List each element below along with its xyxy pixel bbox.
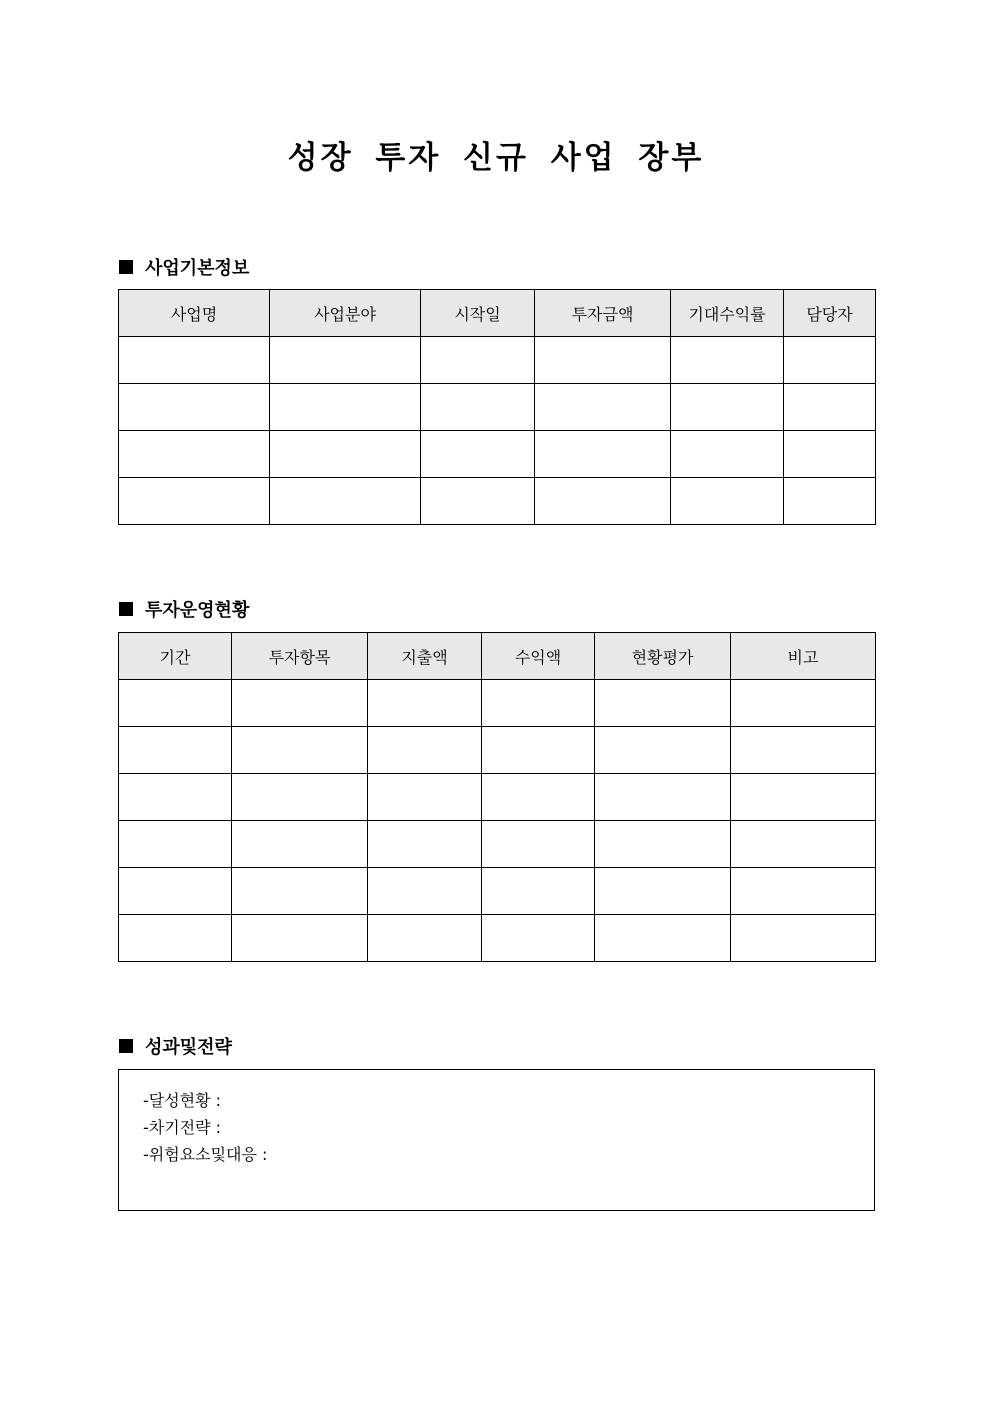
section-heading-label: 사업기본정보: [145, 258, 250, 279]
section-heading-business-info: [119, 254, 249, 280]
table-row: [119, 337, 876, 384]
column-header: 기간: [119, 633, 232, 680]
table-row: [119, 478, 876, 525]
table-cell[interactable]: [535, 384, 671, 431]
table-cell[interactable]: [731, 868, 876, 915]
table-cell[interactable]: [270, 478, 421, 525]
document-title: 성장 투자 신규 사업 장부: [287, 140, 705, 176]
column-header: 지출액: [368, 633, 482, 680]
section-heading-label: 성과및전략: [145, 1037, 232, 1058]
table-cell[interactable]: [731, 774, 876, 821]
table-cell[interactable]: [368, 821, 482, 868]
column-header: 현황평가: [595, 633, 731, 680]
table-cell[interactable]: [270, 431, 421, 478]
square-bullet-icon: [119, 602, 133, 616]
table-cell[interactable]: [595, 868, 731, 915]
table-cell[interactable]: [368, 774, 482, 821]
table-cell[interactable]: [595, 727, 731, 774]
column-header: 투자금액: [535, 290, 671, 337]
table-row: [119, 915, 876, 962]
table-row: [119, 821, 876, 868]
investment-status-table: [118, 632, 876, 962]
next-strategy-line: -차기전략 :: [143, 1118, 222, 1137]
table-cell[interactable]: [119, 478, 270, 525]
performance-strategy-box[interactable]: [118, 1069, 875, 1211]
table-cell[interactable]: [731, 915, 876, 962]
table-cell[interactable]: [535, 478, 671, 525]
section-heading-investment-status: [119, 596, 249, 622]
table-row: [119, 868, 876, 915]
column-header: 비고: [731, 633, 876, 680]
table-cell[interactable]: [482, 680, 595, 727]
table-row: [119, 774, 876, 821]
achievement-status-line: -달성현황 :: [143, 1091, 222, 1110]
square-bullet-icon: [119, 260, 133, 274]
table-cell[interactable]: [368, 727, 482, 774]
table-cell[interactable]: [232, 774, 368, 821]
table-header-row: [119, 290, 876, 337]
table-cell[interactable]: [421, 478, 535, 525]
table-cell[interactable]: [671, 478, 784, 525]
table-cell[interactable]: [784, 384, 876, 431]
column-header: 투자항목: [232, 633, 368, 680]
table-cell[interactable]: [535, 431, 671, 478]
table-cell[interactable]: [731, 821, 876, 868]
table-cell[interactable]: [368, 915, 482, 962]
table-cell[interactable]: [784, 431, 876, 478]
table-cell[interactable]: [270, 337, 421, 384]
table-cell[interactable]: [482, 868, 595, 915]
table-cell[interactable]: [731, 727, 876, 774]
table-cell[interactable]: [232, 821, 368, 868]
table-cell[interactable]: [232, 868, 368, 915]
table-cell[interactable]: [119, 774, 232, 821]
table-cell[interactable]: [119, 915, 232, 962]
table-cell[interactable]: [595, 680, 731, 727]
table-row: [119, 680, 876, 727]
table-cell[interactable]: [595, 774, 731, 821]
table-cell[interactable]: [535, 337, 671, 384]
square-bullet-icon: [119, 1039, 133, 1053]
column-header: 사업명: [119, 290, 270, 337]
table-cell[interactable]: [784, 337, 876, 384]
table-row: [119, 384, 876, 431]
column-header: 담당자: [784, 290, 876, 337]
table-cell[interactable]: [595, 915, 731, 962]
table-cell[interactable]: [421, 431, 535, 478]
table-cell[interactable]: [270, 384, 421, 431]
risk-response-line: -위험요소및대응 :: [143, 1145, 268, 1164]
table-cell[interactable]: [119, 431, 270, 478]
table-cell[interactable]: [119, 821, 232, 868]
column-header: 시작일: [421, 290, 535, 337]
table-cell[interactable]: [119, 868, 232, 915]
table-cell[interactable]: [119, 337, 270, 384]
section-heading-performance-strategy: [119, 1033, 232, 1059]
column-header: 사업분야: [270, 290, 421, 337]
table-cell[interactable]: [119, 727, 232, 774]
column-header: 기대수익률: [671, 290, 784, 337]
table-cell[interactable]: [119, 680, 232, 727]
table-cell[interactable]: [232, 680, 368, 727]
table-cell[interactable]: [368, 680, 482, 727]
table-cell[interactable]: [671, 384, 784, 431]
table-cell[interactable]: [119, 384, 270, 431]
table-cell[interactable]: [595, 821, 731, 868]
table-cell[interactable]: [421, 384, 535, 431]
table-header-row: [119, 633, 876, 680]
table-cell[interactable]: [232, 727, 368, 774]
table-cell[interactable]: [671, 337, 784, 384]
table-cell[interactable]: [368, 868, 482, 915]
table-cell[interactable]: [482, 774, 595, 821]
table-cell[interactable]: [482, 915, 595, 962]
table-row: [119, 431, 876, 478]
table-cell[interactable]: [784, 478, 876, 525]
column-header: 수익액: [482, 633, 595, 680]
table-cell[interactable]: [482, 727, 595, 774]
table-cell[interactable]: [421, 337, 535, 384]
table-cell[interactable]: [482, 821, 595, 868]
table-cell[interactable]: [731, 680, 876, 727]
table-cell[interactable]: [671, 431, 784, 478]
table-cell[interactable]: [232, 915, 368, 962]
table-row: [119, 727, 876, 774]
section-heading-label: 투자운영현황: [145, 600, 250, 621]
business-info-table: [118, 289, 876, 525]
